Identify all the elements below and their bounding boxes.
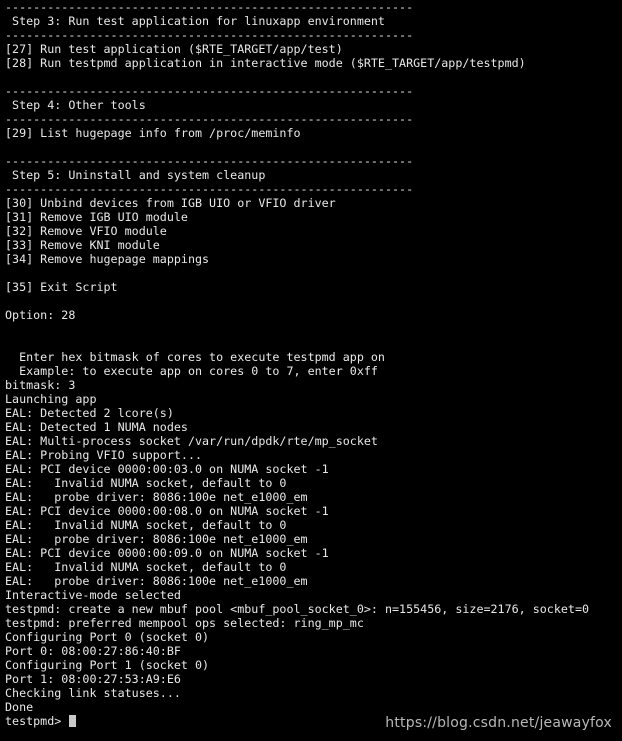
terminal-line: Port 1: 08:00:27:53:A9:E6: [5, 672, 181, 686]
terminal-line: testpmd: preferred mempool ops selected: ring_mp_mc: [5, 616, 364, 630]
terminal-line: EAL: Probing VFIO support...: [5, 448, 203, 462]
terminal-line: Enter hex bitmask of cores to execute testpmd app on: [5, 350, 385, 364]
terminal-line: [27] Run test application ($RTE_TARGET/app/test): [5, 42, 343, 56]
terminal-line: bitmask: 3: [5, 378, 76, 392]
terminal-line: ----------------------------------------------------------: [5, 28, 414, 42]
terminal-line: EAL: PCI device 0000:00:09.0 on NUMA socket -1: [5, 546, 329, 560]
terminal-line: ----------------------------------------------------------: [5, 112, 414, 126]
terminal-line: [5, 322, 622, 336]
terminal-line: [5, 266, 622, 280]
terminal-line: EAL: Invalid NUMA socket, default to 0: [5, 560, 287, 574]
terminal-line: ----------------------------------------------------------: [5, 0, 414, 14]
terminal-line: [33] Remove KNI module: [5, 238, 160, 252]
terminal-line: [30] Unbind devices from IGB UIO or VFIO driver: [5, 196, 336, 210]
terminal-line: EAL: Detected 2 lcore(s): [5, 406, 174, 420]
terminal-line: Step 3: Run test application for linuxapp environment: [5, 14, 385, 28]
text-cursor: [69, 715, 76, 727]
terminal-line: [35] Exit Script: [5, 280, 118, 294]
terminal-line: Configuring Port 1 (socket 0): [5, 658, 210, 672]
terminal-line: EAL: Invalid NUMA socket, default to 0: [5, 476, 287, 490]
terminal-line: [5, 140, 622, 154]
terminal-line: Step 4: Other tools: [5, 98, 146, 112]
terminal-line: [5, 294, 622, 308]
terminal-line: [29] List hugepage info from /proc/meminfo: [5, 126, 301, 140]
command-prompt: testpmd>: [5, 714, 69, 728]
watermark-url: https://blog.csdn.net/jeawayfox: [385, 715, 612, 731]
terminal-line: EAL: probe driver: 8086:100e net_e1000_em: [5, 574, 308, 588]
terminal-line: Configuring Port 0 (socket 0): [5, 630, 210, 644]
terminal-line: ----------------------------------------------------------: [5, 84, 414, 98]
terminal-line: Step 5: Uninstall and system cleanup: [5, 168, 266, 182]
terminal-line: EAL: probe driver: 8086:100e net_e1000_em: [5, 532, 308, 546]
terminal-line: Launching app: [5, 392, 97, 406]
terminal-line: EAL: probe driver: 8086:100e net_e1000_em: [5, 490, 308, 504]
terminal-line: Checking link statuses...: [5, 686, 181, 700]
terminal-line: [28] Run testpmd application in interactive mode ($RTE_TARGET/app/testpmd): [5, 56, 526, 70]
terminal-line: EAL: PCI device 0000:00:08.0 on NUMA socket -1: [5, 504, 329, 518]
terminal-line: ----------------------------------------------------------: [5, 154, 414, 168]
terminal-line: [32] Remove VFIO module: [5, 224, 167, 238]
terminal-line: [5, 336, 622, 350]
terminal-output: [5, 0, 622, 714]
terminal-line: [31] Remove IGB UIO module: [5, 210, 188, 224]
terminal-line: Example: to execute app on cores 0 to 7, enter 0xff: [5, 364, 378, 378]
terminal-line: Port 0: 08:00:27:86:40:BF: [5, 644, 181, 658]
terminal-line: Option: 28: [5, 308, 76, 322]
terminal-line: Interactive-mode selected: [5, 588, 181, 602]
terminal-line: EAL: Multi-process socket /var/run/dpdk/rte/mp_socket: [5, 434, 378, 448]
terminal-line: [5, 70, 622, 84]
terminal-line: EAL: Invalid NUMA socket, default to 0: [5, 518, 287, 532]
terminal-line: Done: [5, 700, 34, 714]
terminal-line: testpmd: create a new mbuf pool <mbuf_pool_socket_0>: n=155456, size=2176, socket=0: [5, 602, 590, 616]
terminal-line: ----------------------------------------------------------: [5, 182, 414, 196]
terminal-line: EAL: Detected 1 NUMA nodes: [5, 420, 188, 434]
terminal-line: EAL: PCI device 0000:00:03.0 on NUMA socket -1: [5, 462, 329, 476]
terminal-line: [34] Remove hugepage mappings: [5, 252, 210, 266]
